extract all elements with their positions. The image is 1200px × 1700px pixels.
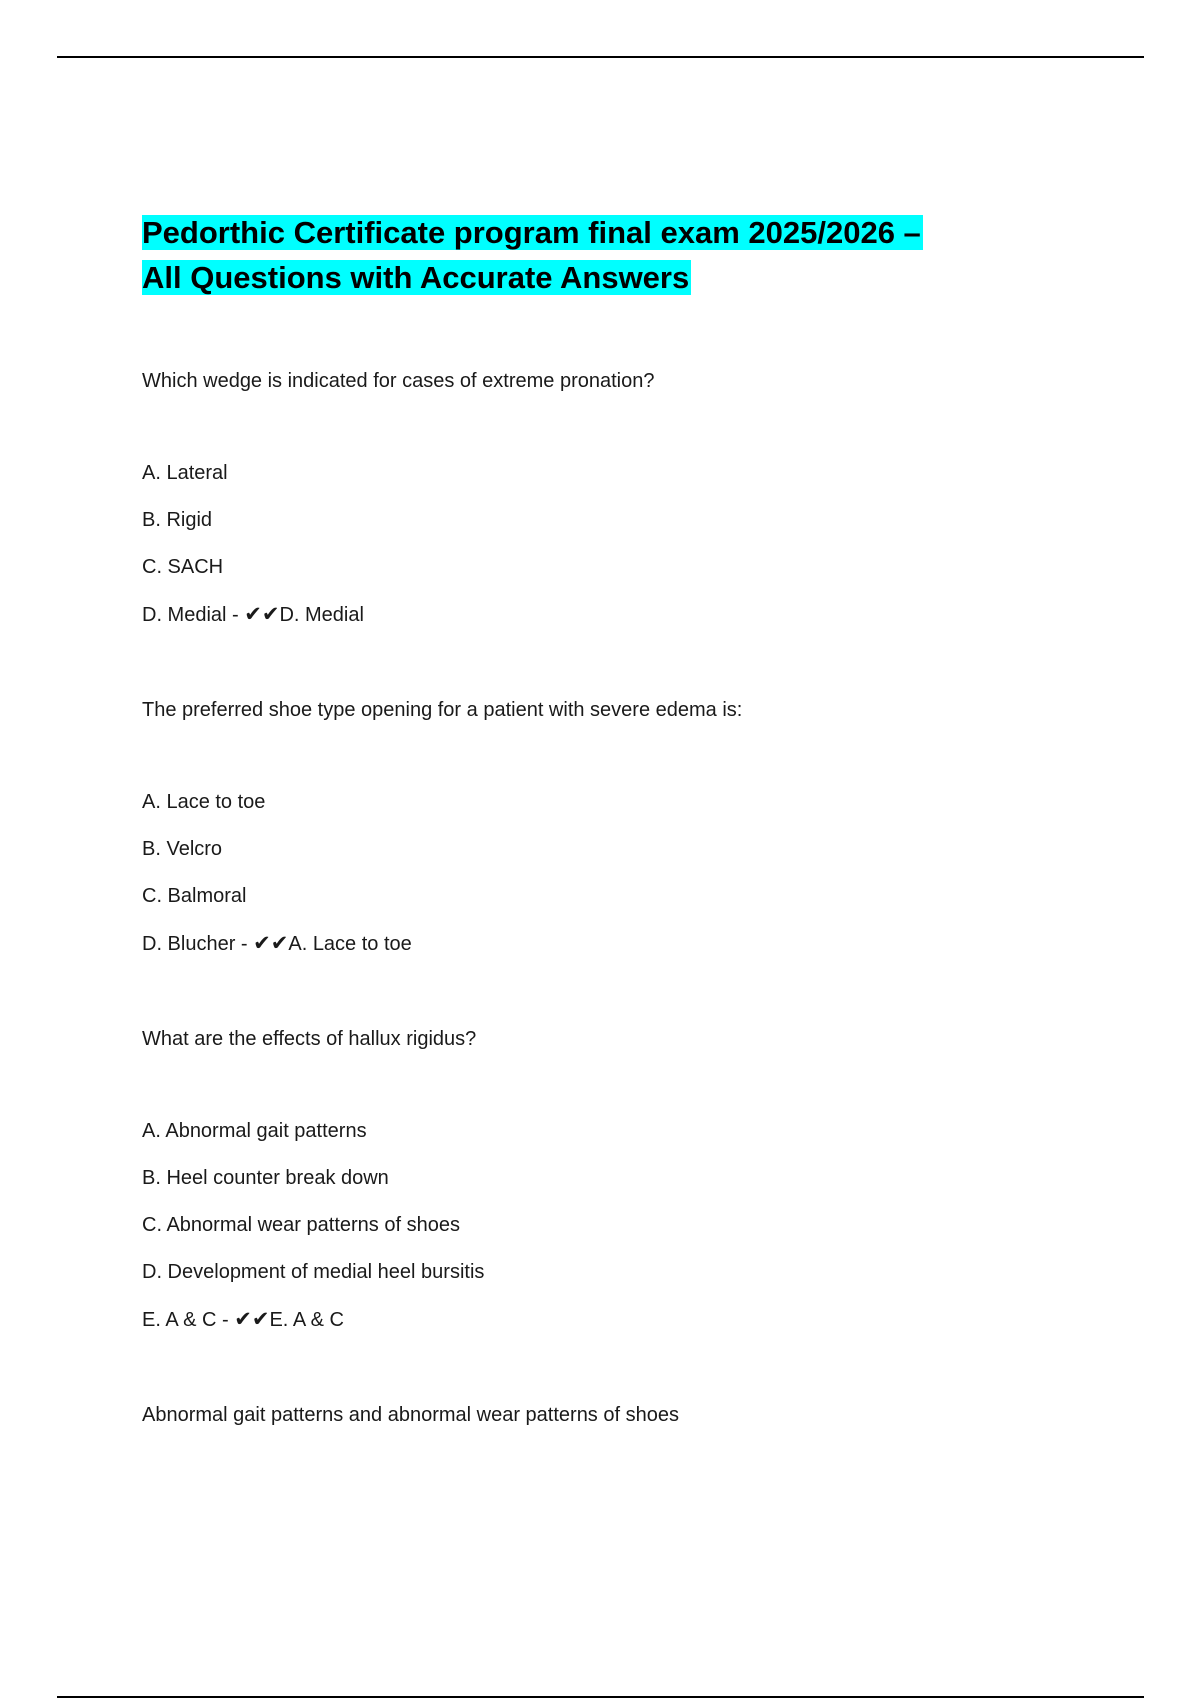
- document-title-line-2: [142, 255, 1072, 300]
- q1-option-d: D. Medial -: [142, 604, 245, 626]
- double-check-icon: ✔✔: [253, 931, 289, 955]
- q2-option-c: C. Balmoral: [142, 885, 247, 907]
- q3-option-d: D. Development of medial heel bursitis: [142, 1261, 485, 1283]
- question-2: The preferred shoe type opening for a patient with severe edema is:: [142, 699, 743, 721]
- q2-option-d: D. Blucher -: [142, 933, 254, 955]
- q3-option-c: C. Abnormal wear patterns of shoes: [142, 1214, 460, 1236]
- q2-option-b: B. Velcro: [142, 838, 223, 860]
- q3-option-e-with-answer: [142, 1306, 1072, 1333]
- q1-option-a: A. Lateral: [142, 462, 228, 484]
- q2-option-d-with-answer: [142, 930, 1072, 957]
- document-body: [142, 210, 1072, 1428]
- double-check-icon: ✔✔: [244, 602, 280, 626]
- q3-option-a: A. Abnormal gait patterns: [142, 1120, 367, 1142]
- answer-explanation: Abnormal gait patterns and abnormal wear patterns of shoes: [142, 1404, 679, 1426]
- title-highlight-2: All Questions with Accurate Answers: [142, 260, 690, 295]
- q1-option-b: B. Rigid: [142, 509, 213, 531]
- q3-option-e: E. A & C -: [142, 1309, 235, 1331]
- q3-answer: E. A & C: [269, 1309, 344, 1331]
- footer-rule: [57, 1696, 1144, 1698]
- header-rule: [57, 56, 1144, 58]
- question-1: Which wedge is indicated for cases of extreme pronation?: [142, 370, 655, 392]
- q3-option-b: B. Heel counter break down: [142, 1167, 389, 1189]
- title-highlight-1: Pedorthic Certificate program final exam 2025/2026 –: [142, 215, 921, 250]
- q2-option-a: A. Lace to toe: [142, 791, 266, 813]
- q1-option-c: C. SACH: [142, 556, 224, 578]
- q2-answer: A. Lace to toe: [288, 933, 412, 955]
- q1-option-d-with-answer: [142, 601, 1072, 628]
- question-3: What are the effects of hallux rigidus?: [142, 1028, 477, 1050]
- document-title-line-1: [142, 210, 1072, 255]
- q1-answer: D. Medial: [279, 604, 364, 626]
- double-check-icon: ✔✔: [234, 1307, 270, 1331]
